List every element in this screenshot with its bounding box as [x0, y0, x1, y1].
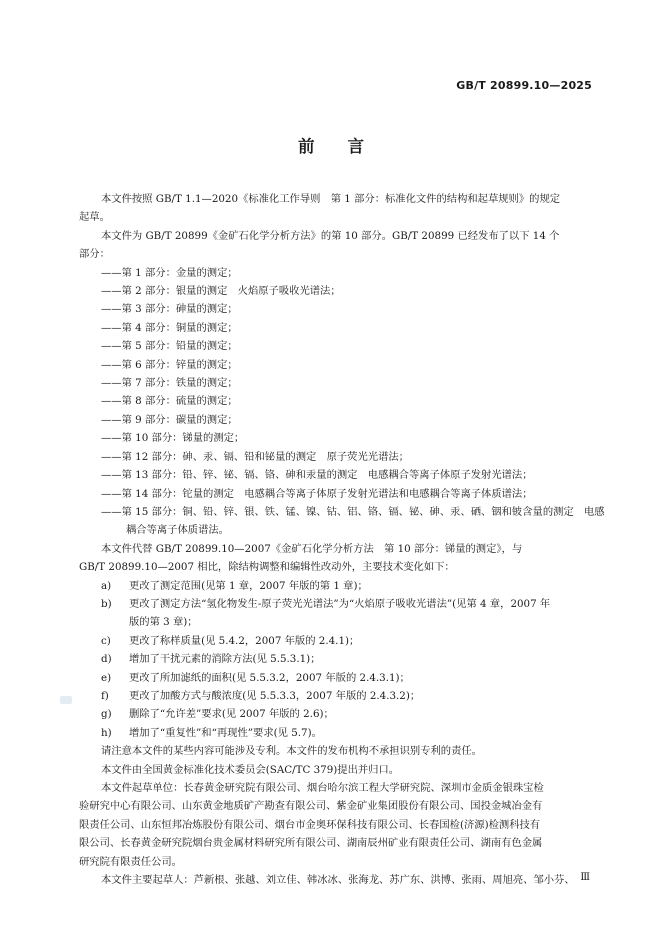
part-item: ——第 12 部分：砷、汞、镉、铅和铋量的测定 原子荧光光谱法；: [101, 450, 409, 463]
part-item: ——第 10 部分：锑量的测定；: [101, 432, 245, 445]
change-text: 更改了所加滤纸的面积(见 5.5.3.2，2007 年版的 2.4.3.1)；: [129, 671, 410, 684]
drafting-units-line: 研究院有限责任公司。: [79, 855, 182, 868]
change-text: 更改了称样质量(见 5.4.2，2007 年版的 2.4.1)；: [129, 634, 360, 647]
patent-notice: 请注意本文件的某些内容可能涉及专利。本文件的发布机构不承担识别专利的责任。: [101, 745, 482, 758]
change-text: 删除了“允许差”要求(见 2007 年版的 2.6)；: [129, 708, 334, 721]
drafters-line: 本文件主要起草人：芦新根、张越、刘立佳、韩冰冰、张海龙、苏广东、洪博、张雨、周旭亮、邹小芬、: [101, 874, 575, 887]
part-item-continuation: 耦合等离子体质谱法。: [126, 524, 229, 537]
intro-line-2: 本文件为 GB/T 20899《金矿石化学分析方法》的第 10 部分。GB/T 20899 已经发布了以下 14 个: [101, 229, 560, 242]
change-text: 增加了干扰元素的消除方法(见 5.5.3.1)；: [129, 653, 321, 666]
change-item: [79, 724, 593, 742]
change-letter: h): [101, 726, 112, 739]
replace-line-2: GB/T 20899.10—2007 相比，除结构调整和编辑性改动外，主要技术变化如下：: [79, 561, 455, 574]
change-item: [79, 705, 593, 723]
part-item: ——第 14 部分：铊量的测定 电感耦合等离子体原子发射光谱法和电感耦合等离子体质谱法；: [101, 487, 533, 500]
change-item: [79, 595, 593, 613]
change-text: 增加了“重复性”和“再现性”要求(见 5.7)。: [129, 726, 322, 739]
intro-line-1b: 起草。: [79, 211, 110, 224]
change-text: 更改了测定范围(见第 1 章，2007 年版的第 1 章)；: [129, 579, 368, 592]
replace-line-1: 本文件代替 GB/T 20899.10—2007《金矿石化学分析方法 第 10 部分：锑量的测定》，与: [101, 542, 523, 555]
change-item: [79, 632, 593, 650]
change-item: [79, 650, 593, 668]
part-item: ——第 1 部分：金量的测定；: [101, 266, 238, 279]
change-text: 更改了测定方法“氢化物发生-原子荧光光谱法”为“火焰原子吸收光谱法”(见第 4 章，2007 年: [129, 597, 551, 610]
side-tab-marker: [60, 696, 72, 704]
change-letter: g): [101, 708, 112, 721]
drafting-units-line: 本文件起草单位：长春黄金研究院有限公司、烟台哈尔滨工程大学研究院、深圳市金质金银珠宝检: [101, 782, 544, 794]
part-item: ——第 2 部分：银量的测定 火焰原子吸收光谱法；: [101, 285, 341, 298]
part-item: ——第 9 部分：碳量的测定；: [101, 413, 238, 426]
standard-number: GB/T 20899.10—2025: [456, 79, 592, 92]
drafting-units-line: 限公司、长春黄金研究院烟台贵金属材料研究所有限公司、湖南辰州矿业有限责任公司、湖南有色金属: [79, 837, 543, 850]
part-item: ——第 15 部分：铜、铅、锌、银、铁、锰、镍、钴、铝、铬、镉、铋、砷、汞、硒、铟和铍含量的测定 电感: [101, 505, 605, 518]
change-item: [79, 669, 593, 687]
change-letter: e): [101, 671, 112, 684]
page-title: 前 言: [298, 137, 364, 156]
part-item: ——第 3 部分：砷量的测定；: [101, 303, 238, 316]
change-letter: a): [101, 579, 112, 592]
change-text: 更改了加酸方式与酸浓度(见 5.5.3.3，2007 年版的 2.4.3.2)；: [129, 689, 421, 702]
part-item: ——第 13 部分：铅、锌、铋、镉、铬、砷和汞量的测定 电感耦合等离子体原子发射光谱法；: [101, 469, 533, 482]
intro-line-1: 本文件按照 GB/T 1.1—2020《标准化工作导则 第 1 部分：标准化文件的结构和起草规则》的规定: [101, 193, 561, 205]
change-letter: c): [101, 634, 111, 647]
intro-line-2b: 部分：: [79, 248, 110, 261]
change-letter: d): [101, 653, 112, 666]
part-item: ——第 4 部分：铜量的测定；: [101, 321, 238, 334]
change-letter: f): [101, 689, 109, 702]
change-item: [79, 687, 593, 705]
proposer-statement: 本文件由全国黄金标准化技术委员会(SAC/TC 379)提出并归口。: [101, 763, 400, 776]
change-item: [79, 577, 593, 595]
change-letter: b): [101, 597, 112, 610]
drafting-units-line: 验研究中心有限公司、山东黄金地质矿产勘查有限公司、紫金矿业集团股份有限公司、国投金城冶金有: [79, 800, 543, 813]
part-item: ——第 7 部分：铁量的测定；: [101, 377, 238, 390]
change-item-continuation: 版的第 3 章)；: [129, 616, 198, 629]
foreword-body: [79, 190, 605, 889]
drafting-units-line: 限责任公司、山东恒邦冶炼股份有限公司、烟台市金奥环保科技有限公司、长春国检(济源)检测科技有: [79, 818, 541, 831]
part-item: ——第 8 部分：硫量的测定；: [101, 395, 238, 408]
page-number: Ⅲ: [580, 872, 590, 883]
part-item: ——第 5 部分：铅量的测定；: [101, 340, 238, 353]
part-item: ——第 6 部分：锌量的测定；: [101, 358, 238, 371]
